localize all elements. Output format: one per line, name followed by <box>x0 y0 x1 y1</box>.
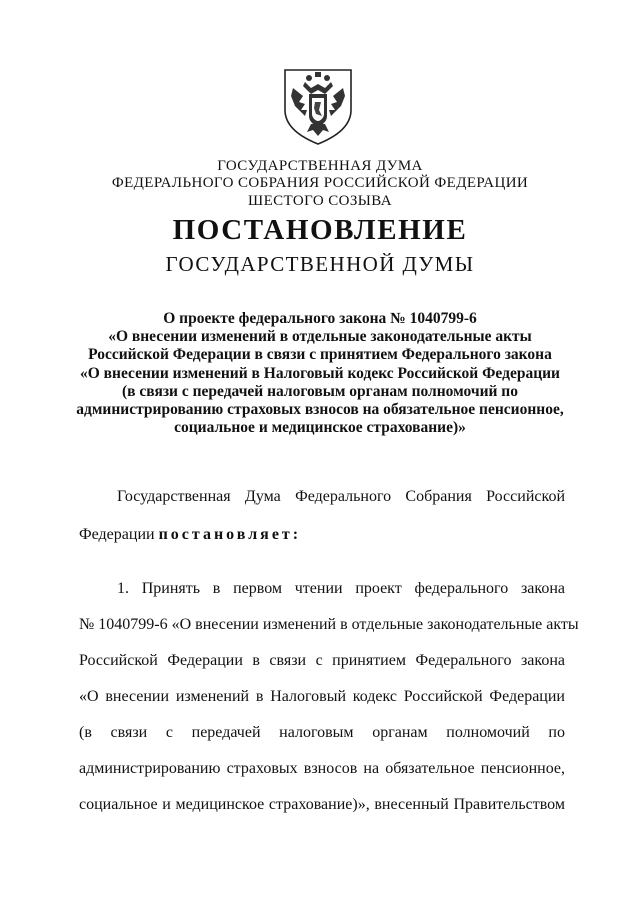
subject-line: администрированию страховых взносов на обязательное пенсионное, <box>76 401 564 419</box>
preamble-line-2-start: Федерации <box>79 526 155 543</box>
item1-line: социальное и медицинское страхование)», внесенный Правительством <box>79 796 565 813</box>
item1-line: 1. Принять в первом чтении проект федерального закона <box>117 580 565 597</box>
subject-line: (в связи с передачей налоговым органам полномочий по <box>121 382 518 400</box>
preamble-line-1: Государственная Дума Федерального Собрания Российской <box>117 488 565 505</box>
subject-line: Российской Федерации в связи с принятием Федерального закона <box>88 346 552 364</box>
subject-line: О проекте федерального закона № 1040799-6 <box>163 310 477 327</box>
header-line-3: ШЕСТОГО СОЗЫВА <box>248 193 392 209</box>
item1-line: (в связи с передачей налоговым органам полномочий по <box>79 724 565 741</box>
document-title: ПОСТАНОВЛЕНИЕ <box>172 214 468 246</box>
subject-line: социальное и медицинское страхование)» <box>174 419 466 437</box>
subject-line: «О внесении изменений в отдельные законодательные акты <box>108 328 532 346</box>
preamble-emphasis: постановляет: <box>158 526 302 543</box>
header-line-2: ФЕДЕРАЛЬНОГО СОБРАНИЯ РОССИЙСКОЙ ФЕДЕРАЦИИ <box>111 175 529 191</box>
header-line-1: ГОСУДАРСТВЕННАЯ ДУМА <box>217 158 423 174</box>
coat-of-arms-emblem <box>281 66 355 146</box>
item1-line: администрированию страховых взносов на обязательное пенсионное, <box>79 760 565 777</box>
item1-line: № 1040799-6 «О внесении изменений в отдельные законодательные акты <box>79 616 579 633</box>
item1-line: Российской Федерации в связи с принятием Федерального закона <box>79 652 565 669</box>
subject-block <box>60 310 580 437</box>
subject-line: «О внесении изменений в Налоговый кодекс Российской Федерации <box>80 364 560 382</box>
preamble-line-2 <box>79 526 565 544</box>
item1-line: «О внесении изменений в Налоговый кодекс Российской Федерации <box>79 688 565 705</box>
document-subtitle: ГОСУДАРСТВЕННОЙ ДУМЫ <box>165 252 475 276</box>
